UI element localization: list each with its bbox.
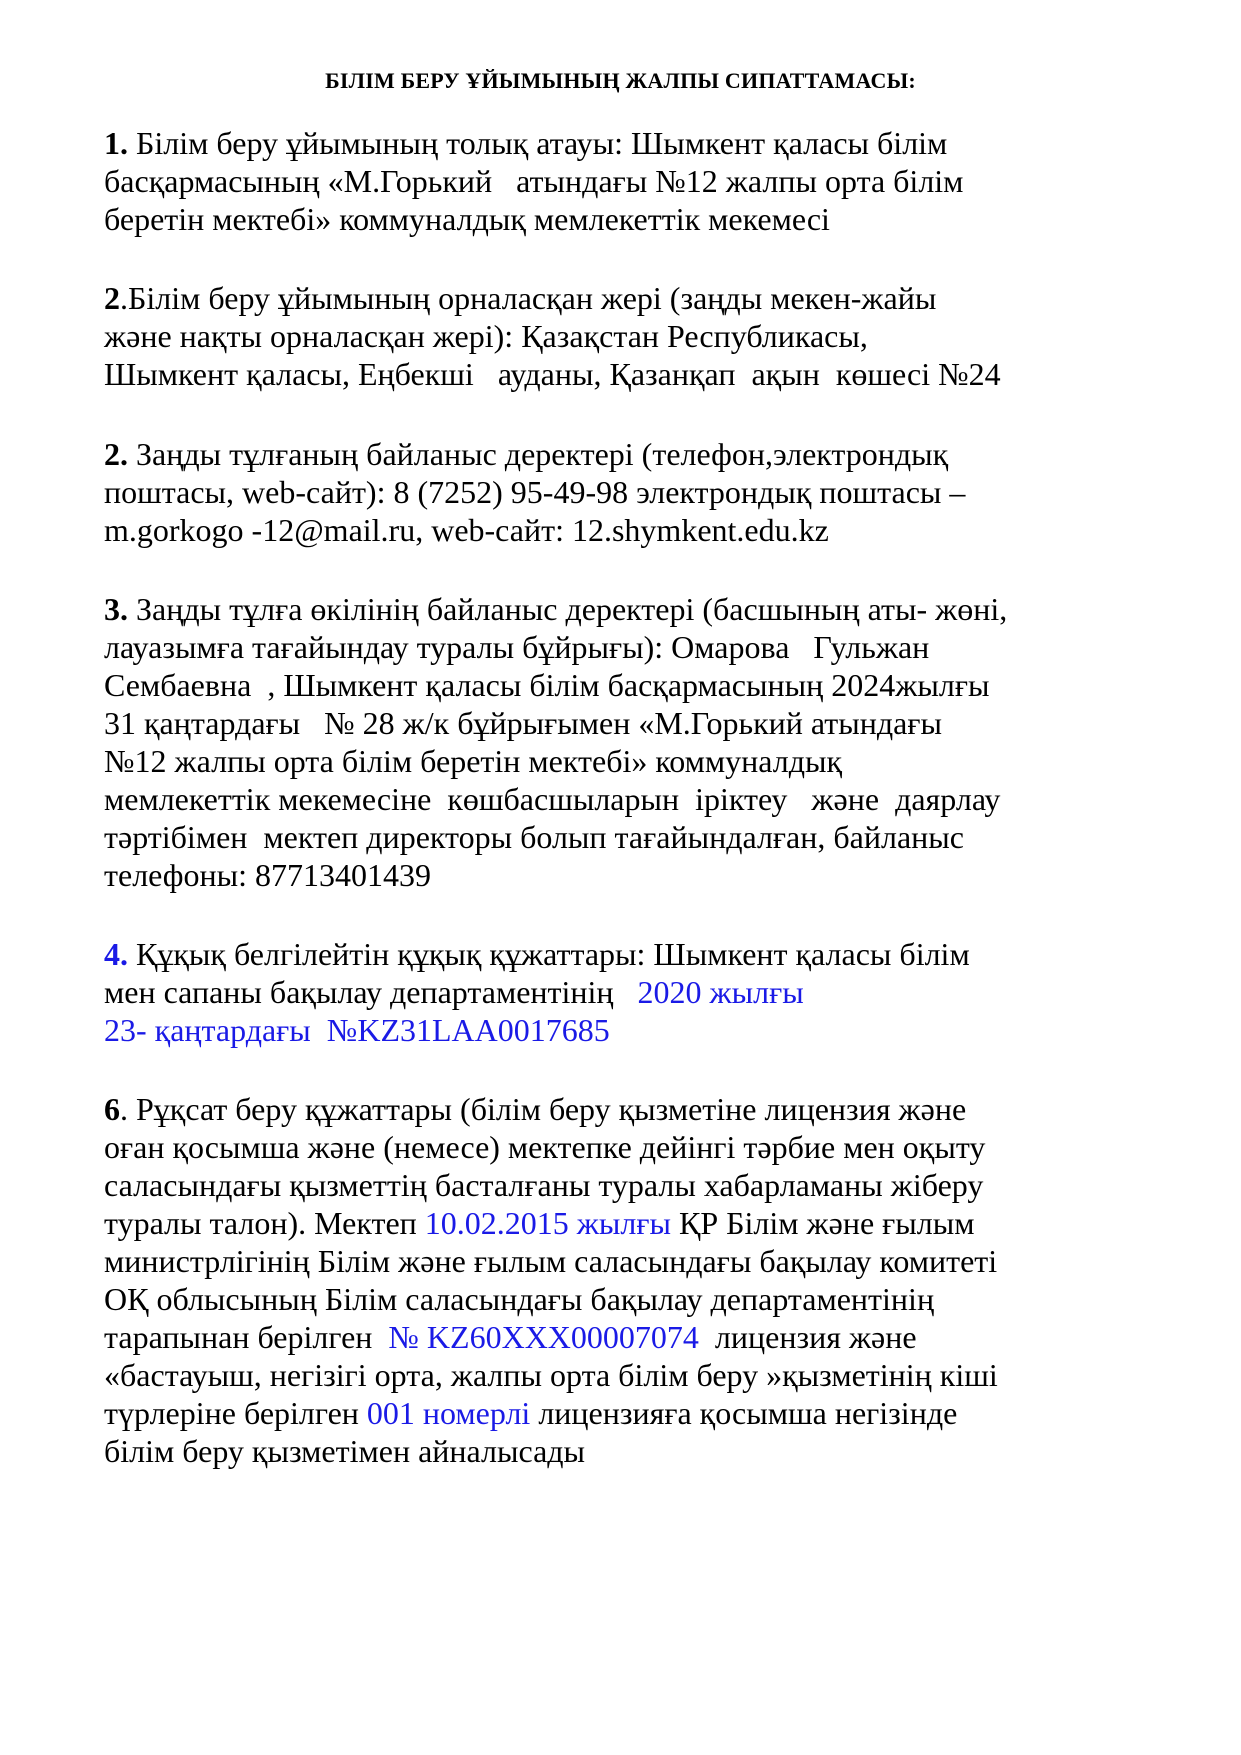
- section-6-line-2: оған қосымша және (немесе) мектепке дейінгі тәрбие мен оқыту: [104, 1129, 986, 1165]
- section-6-line-5: министрлігінің Білім және ғылым саласындағы бақылау комитеті: [104, 1243, 998, 1279]
- section-3-number: 3.: [104, 591, 128, 627]
- section-2b-number: 2.: [104, 436, 128, 472]
- section-4-date: 2020 жылғы: [637, 974, 804, 1010]
- section-3-line-7: тәртібімен мектеп директоры болып тағайындалған, байланыс: [104, 819, 964, 855]
- section-3-line-8: телефоны: 87713401439: [104, 857, 431, 893]
- section-6-date: 10.02.2015 жылғы: [424, 1205, 671, 1241]
- section-4-line-1: 4. Құқық белгілейтін құқық құжаттары: Шымкент қаласы білім: [104, 936, 970, 972]
- section-3-line-5: №12 жалпы орта білім беретін мектебі» коммуналдық: [104, 743, 843, 779]
- section-3-line-3: Сембаевна , Шымкент қаласы білім басқармасының 2024жылғы: [104, 667, 990, 703]
- section-6-license-number: № KZ60XXX00007074: [388, 1319, 699, 1355]
- section-2a-line-1: 2.Білім беру ұйымының орналасқан жері (заңды мекен-жайы: [104, 280, 937, 316]
- section-2b-line-2: поштасы, web-сайт): 8 (7252) 95-49-98 электрондық поштасы –: [104, 474, 966, 510]
- section-2b-line-1: 2. Заңды тұлғаның байланыс деректері (телефон,электрондық: [104, 436, 949, 472]
- document-title: БІЛІМ БЕРУ ҰЙЫМЫНЫҢ ЖАЛПЫ СИПАТТАМАСЫ:: [325, 68, 916, 93]
- section-3-line-4: 31 қаңтардағы № 28 ж/к бұйрығымен «М.Горький атындағы: [104, 705, 942, 741]
- section-2a-number: 2: [104, 280, 120, 316]
- section-1-line-1: 1. Білім беру ұйымының толық атауы: Шымкент қаласы білім: [104, 125, 948, 161]
- section-6-annex-number: 001 номерлі: [366, 1395, 531, 1431]
- section-6-line-6: ОҚ облысының Білім саласындағы бақылау департаментінің: [104, 1281, 935, 1317]
- section-1-line-3: беретін мектебі» коммуналдық мемлекеттік мекемесі: [104, 201, 830, 237]
- section-6-line-4: туралы талон). Мектеп 10.02.2015 жылғы ҚР Білім және ғылым: [104, 1205, 975, 1241]
- section-2b-line-3: m.gorkogo -12@mail.ru, web-сайт: 12.shymkent.edu.kz: [104, 512, 829, 548]
- section-3-line-1: 3. Заңды тұлға өкілінің байланыс деректері (басшының аты- жөні,: [104, 591, 1008, 627]
- section-2a-line-2: және нақты орналасқан жері): Қазақстан Республикасы,: [104, 318, 868, 354]
- section-1-line-2: басқармасының «М.Горький атындағы №12 жалпы орта білім: [104, 163, 964, 199]
- section-6-line-3: саласындағы қызметтің басталғаны туралы хабарламаны жіберу: [104, 1167, 984, 1203]
- section-4-number: 4.: [104, 936, 128, 972]
- section-6-line-8: «бастауыш, негізігі орта, жалпы орта білім беру »қызметінің кіші: [104, 1357, 998, 1393]
- section-4-line-3: 23- қаңтардағы №KZ31LAA0017685: [104, 1012, 610, 1048]
- section-6-line-10: білім беру қызметімен айналысады: [104, 1433, 586, 1469]
- section-2a-line-3: Шымкент қаласы, Еңбекші ауданы, Қазанқап ақын көшесі №24: [104, 356, 1001, 392]
- section-3-line-2: лауазымға тағайындау туралы бұйрығы): Омарова Гульжан: [104, 629, 930, 665]
- section-3-line-6: мемлекеттік мекемесіне көшбасшыларын іріктеу және даярлау: [104, 781, 1001, 817]
- section-1-number: 1.: [104, 125, 128, 161]
- section-6-line-7: тарапынан берілген № KZ60XXX00007074 лицензия және: [104, 1319, 917, 1355]
- section-6-line-9: түрлеріне берілген 001 номерлі лицензияға қосымша негізінде: [104, 1395, 958, 1431]
- section-6-line-1: 6. Рұқсат беру құжаттары (білім беру қызметіне лицензия және: [104, 1091, 967, 1127]
- section-6-number: 6: [104, 1091, 120, 1127]
- section-4-line-2: мен сапаны бақылау департаментінің 2020 жылғы: [104, 974, 804, 1010]
